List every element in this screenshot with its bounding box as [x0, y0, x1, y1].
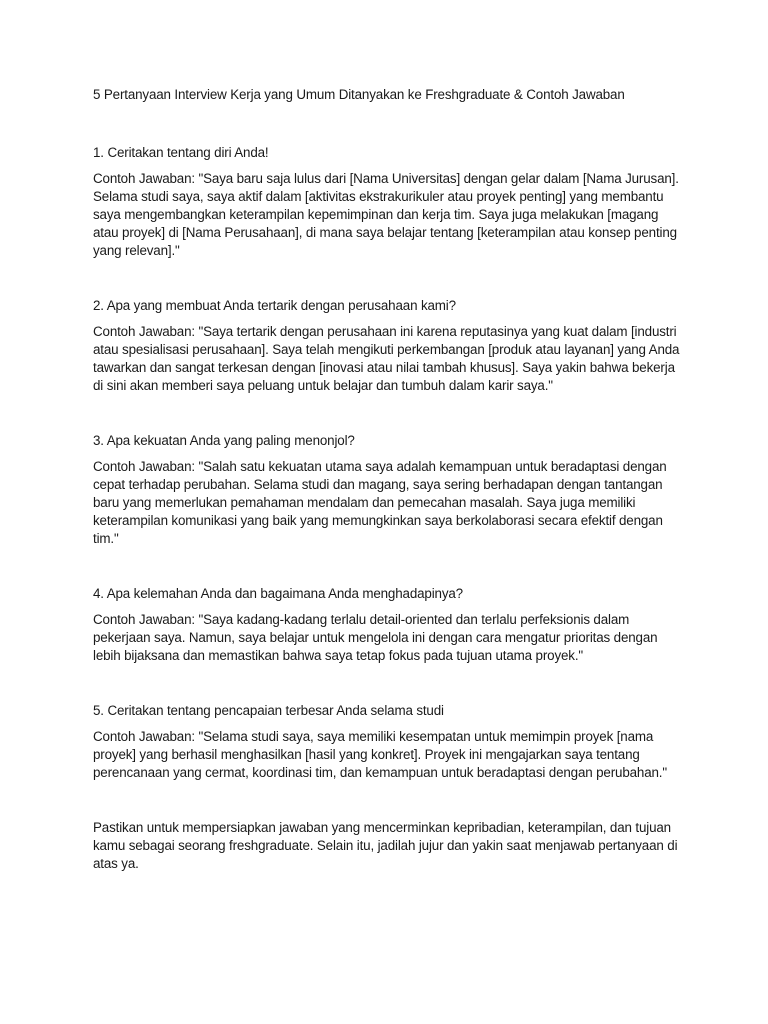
qa-item-2 [93, 297, 683, 395]
answer-4: Contoh Jawaban: "Saya kadang-kadang terlalu detail-oriented dan terlalu perfeksionis dalam pekerjaan saya. Namun, saya belajar untuk mengelola ini dengan cara mengatur prioritas dengan lebih bijaksana dan memastikan bahwa saya tetap fokus pada tujuan utama proyek." [93, 612, 658, 663]
question-1: 1. Ceritakan tentang diri Anda! [93, 145, 269, 160]
document-page [93, 86, 683, 886]
qa-item-3 [93, 432, 683, 548]
qa-item-5 [93, 702, 683, 782]
document-title: 5 Pertanyaan Interview Kerja yang Umum Ditanyakan ke Freshgraduate & Contoh Jawaban [93, 87, 625, 102]
question-3: 3. Apa kekuatan Anda yang paling menonjol? [93, 433, 355, 448]
answer-3: Contoh Jawaban: "Salah satu kekuatan utama saya adalah kemampuan untuk beradaptasi dengan cepat terhadap perubahan. Selama studi dan magang, saya sering berhadapan dengan tantangan baru yang memerlukan pemahaman mendalam dan pemecahan masalah. Saya juga memiliki keterampilan komunikasi yang baik yang memungkinkan saya berkolaborasi secara efektif dengan tim." [93, 459, 667, 546]
question-5: 5. Ceritakan tentang pencapaian terbesar Anda selama studi [93, 703, 444, 718]
answer-5: Contoh Jawaban: "Selama studi saya, saya memiliki kesempatan untuk memimpin proyek [nama proyek] yang berhasil menghasilkan [hasil yang konkret]. Proyek ini mengajarkan saya tentang perencanaan yang cermat, koordinasi tim, dan kemampuan untuk beradaptasi dengan perubahan." [93, 729, 667, 780]
closing-paragraph: Pastikan untuk mempersiapkan jawaban yang mencerminkan kepribadian, keterampilan, dan tujuan kamu sebagai seorang freshgraduate. Selain itu, jadilah jujur dan yakin saat menjawab pertanyaan di atas ya. [93, 820, 678, 871]
question-4: 4. Apa kelemahan Anda dan bagaimana Anda menghadapinya? [93, 586, 463, 601]
qa-item-4 [93, 585, 683, 665]
answer-1: Contoh Jawaban: "Saya baru saja lulus dari [Nama Universitas] dengan gelar dalam [Nama Jurusan]. Selama studi saya, saya aktif dalam [aktivitas ekstrakurikuler atau proyek penting] yang membantu saya mengembangkan keterampilan kepemimpinan dan kerja tim. Saya juga melakukan [magang atau proyek] di [Nama Perusahaan], di mana saya belajar tentang [keterampilan atau konsep penting yang relevan]." [93, 171, 679, 258]
qa-item-1 [93, 144, 683, 260]
answer-2: Contoh Jawaban: "Saya tertarik dengan perusahaan ini karena reputasinya yang kuat dalam [industri atau spesialisasi perusahaan]. Saya telah mengikuti perkembangan [produk atau layanan] yang Anda tawarkan dan sangat terkesan dengan [inovasi atau nilai tambah khusus]. Saya yakin bahwa bekerja di sini akan memberi saya peluang untuk belajar dan tumbuh dalam karir saya." [93, 324, 680, 393]
question-2: 2. Apa yang membuat Anda tertarik dengan perusahaan kami? [93, 298, 456, 313]
